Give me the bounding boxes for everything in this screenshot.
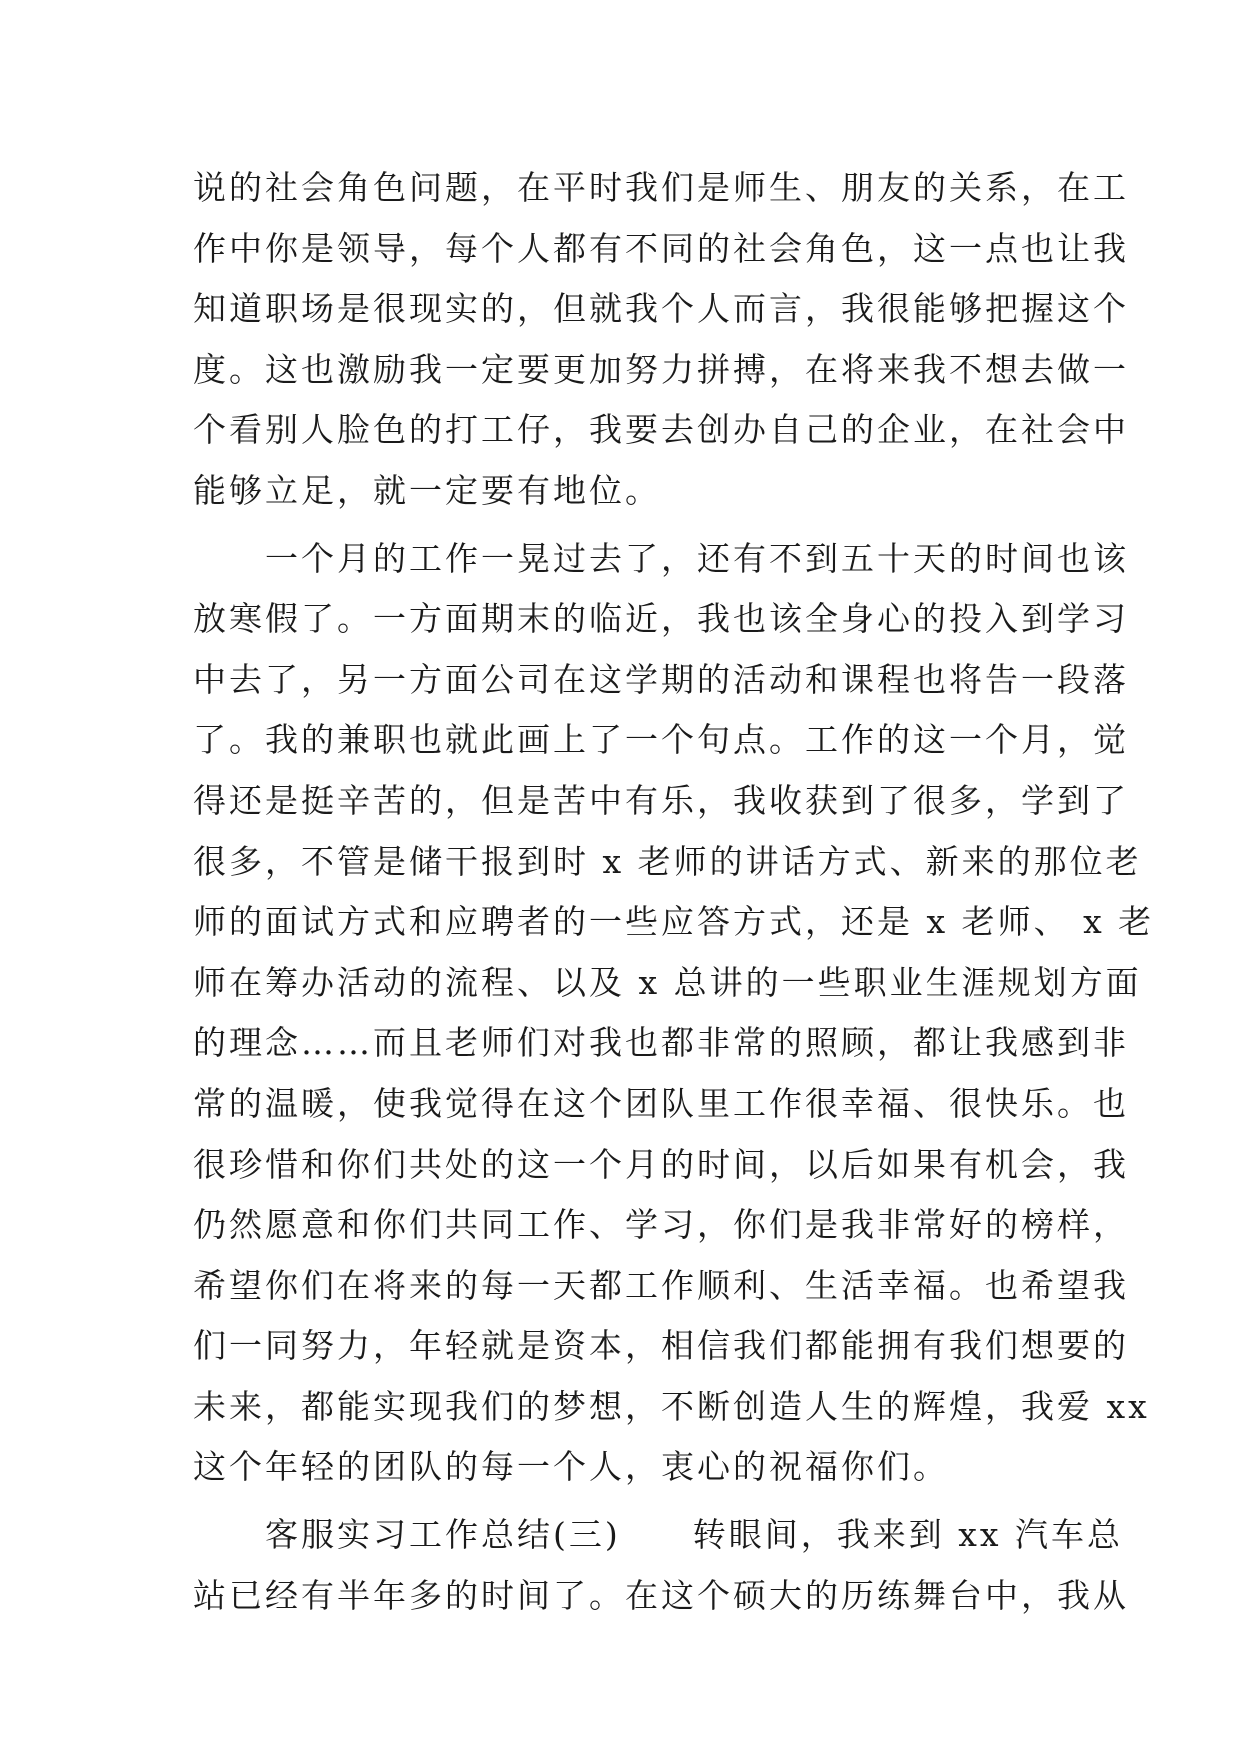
- text-line: 未来，都能实现我们的梦想，不断创造人生的辉煌，我爱 xx: [193, 1386, 1150, 1426]
- text-line: 们一同努力，年轻就是资本，相信我们都能拥有我们想要的: [193, 1326, 1129, 1366]
- text-line: 这个年轻的团队的每一个人，衷心的祝福你们。: [193, 1447, 949, 1487]
- text-line: 一个月的工作一晃过去了，还有不到五十天的时间也该: [193, 538, 1129, 578]
- text-line: 仍然愿意和你们共同工作、学习，你们是我非常好的榜样，: [193, 1205, 1129, 1245]
- text-line: 常的温暖，使我觉得在这个团队里工作很幸福、很快乐。也: [193, 1083, 1129, 1123]
- text-line: 知道职场是很现实的，但就我个人而言，我很能够把握这个: [193, 289, 1129, 329]
- text-line: 作中你是领导，每个人都有不同的社会角色，这一点也让我: [193, 228, 1129, 268]
- text-line: 很珍惜和你们共处的这一个月的时间，以后如果有机会，我: [193, 1144, 1129, 1184]
- paragraph-gap: [193, 522, 1053, 529]
- body-text: [193, 158, 1155, 1626]
- text-line: 很多，不管是储干报到时 x 老师的讲话方式、新来的那位老: [193, 841, 1142, 881]
- text-line: 师在筹办活动的流程、以及 x 总讲的一些职业生涯规划方面: [193, 962, 1142, 1002]
- text-line: 中去了，另一方面公司在这学期的活动和课程也将告一段落: [193, 659, 1129, 699]
- text-line: 放寒假了。一方面期末的临近，我也该全身心的投入到学习: [193, 599, 1129, 639]
- text-line: 说的社会角色问题，在平时我们是师生、朋友的关系，在工: [193, 168, 1129, 207]
- text-line: 希望你们在将来的每一天都工作顺利、生活幸福。也希望我: [193, 1265, 1129, 1305]
- text-line: 站已经有半年多的时间了。在这个硕大的历练舞台中，我从: [193, 1575, 1129, 1615]
- text-line: 能够立足，就一定要有地位。: [193, 470, 661, 510]
- text-line: 个看别人脸色的打工仔，我要去创办自己的企业，在社会中: [193, 410, 1129, 450]
- paragraph-gap: [193, 1498, 1053, 1505]
- text-line: 客服实习工作总结(三) 转眼间，我来到 xx 汽车总: [193, 1515, 1123, 1555]
- text-line: 的理念……而且老师们对我也都非常的照顾，都让我感到非: [193, 1023, 1129, 1063]
- text-line: 度。这也激励我一定要更加努力拼搏，在将来我不想去做一: [193, 349, 1129, 389]
- text-line: 了。我的兼职也就此画上了一个句点。工作的这一个月，觉: [193, 720, 1129, 760]
- text-line: 得还是挺辛苦的，但是苦中有乐，我收获到了很多，学到了: [193, 780, 1129, 820]
- text-line: 师的面试方式和应聘者的一些应答方式，还是 x 老师、 x 老: [193, 902, 1155, 942]
